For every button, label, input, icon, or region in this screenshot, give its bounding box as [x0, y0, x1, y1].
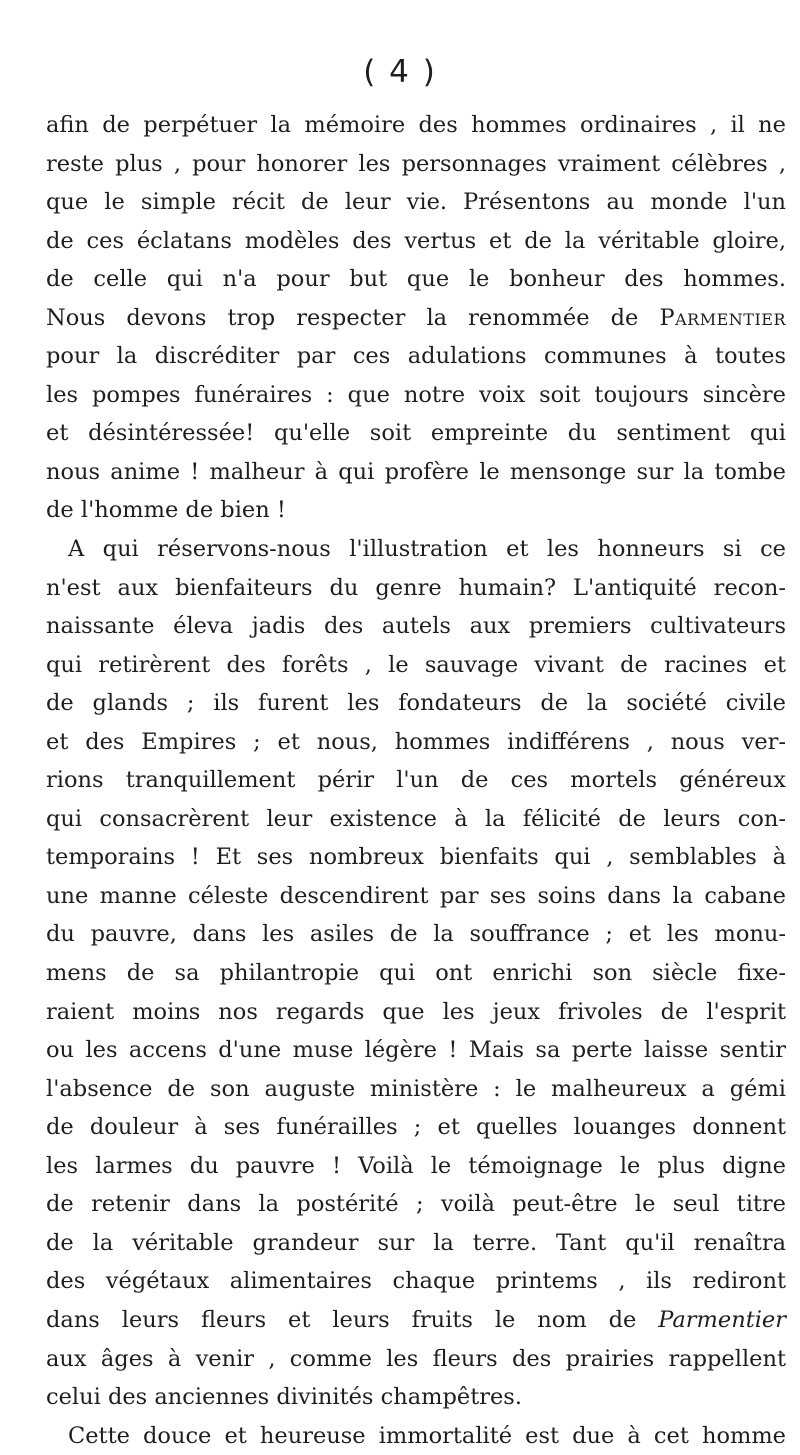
text-line: rions tranquillement périr l'un de ces mortels généreux — [46, 767, 786, 794]
text-line: qui consacrèrent leur existence à la félicité de leurs con- — [46, 805, 786, 832]
text-line: du pauvre, dans les asiles de la souffrance ; et les monu- — [46, 921, 786, 948]
text-line: mens de sa philantropie qui ont enrichi son siècle fixe- — [46, 960, 786, 987]
text-line: raient moins nos regards que les jeux frivoles de l'esprit — [46, 998, 786, 1025]
paragraph-end-line: de l'homme de bien ! — [46, 497, 286, 524]
text-line: de douleur à ses funérailles ; et quelles louanges donnent — [46, 1114, 786, 1141]
text-line: des végétaux alimentaires chaque printems , ils rediront — [46, 1268, 786, 1295]
text-line: naissante éleva jadis des autels aux premiers cultivateurs — [46, 613, 786, 640]
text-line: temporains ! Et ses nombreux bienfaits qui , semblables à — [46, 844, 786, 871]
text-line: nous anime ! malheur à qui profère le mensonge sur la tombe — [46, 458, 786, 485]
paragraph-start-line: A qui réservons-nous l'illustration et les honneurs si ce — [68, 536, 786, 563]
text-line: et désintéressée! qu'elle soit empreinte du sentiment qui — [46, 420, 786, 447]
text-line — [46, 1301, 786, 1340]
text-line: de glands ; ils furent les fondateurs de la société civile — [46, 690, 786, 717]
name-parmentier: Parmentier — [659, 304, 786, 331]
text-line: une manne céleste descendirent par ses soins dans la cabane — [46, 882, 786, 909]
text-line: et des Empires ; et nous, hommes indifférens , nous ver- — [46, 728, 786, 755]
text-line: de celle qui n'a pour but que le bonheur des hommes. — [46, 266, 786, 293]
text-line: ou les accens d'une muse légère ! Mais sa perte laisse sentir — [46, 1037, 786, 1064]
text-line: de retenir dans la postérité ; voilà peut-être le seul titre — [46, 1191, 786, 1218]
text-line: qui retirèrent des forêts , le sauvage vivant de racines et — [46, 651, 786, 678]
page-number: ( 4 ) — [363, 54, 437, 90]
text-line: de ces éclatans modèles des vertus et de la véritable gloire, — [46, 227, 786, 254]
text-line: les larmes du pauvre ! Voilà le témoignage le plus digne — [46, 1152, 786, 1179]
text-line: les pompes funéraires : que notre voix soit toujours sincère — [46, 381, 786, 408]
paragraph-start-line: Cette douce et heureuse immortalité est due à cet homme — [68, 1422, 786, 1449]
text-line: que le simple récit de leur vie. Présentons au monde l'un — [46, 189, 786, 216]
text-line: aux âges à venir , comme les fleurs des prairies rappellent — [46, 1345, 786, 1372]
text-line: reste plus , pour honorer les personnages vraiment célèbres , — [46, 150, 786, 177]
text-line: pour la discréditer par ces adulations communes à toutes — [46, 343, 786, 370]
text-line: n'est aux bienfaiteurs du genre humain? L'antiquité recon- — [46, 574, 786, 601]
text-line: de la véritable grandeur sur la terre. Tant qu'il renaîtra — [46, 1229, 786, 1256]
text-segment: Nous devons trop respecter la renommée de — [46, 304, 660, 331]
body-text — [46, 106, 786, 1455]
text-line: l'absence de son auguste ministère : le malheureux a gémi — [46, 1075, 786, 1102]
text-line: afin de perpétuer la mémoire des hommes ordinaires , il ne — [46, 112, 786, 138]
text-segment: dans leurs fleurs et leurs fruits le nom de — [46, 1306, 659, 1333]
name-parmentier: Parmentier — [658, 1306, 786, 1333]
paragraph-end-line: celui des anciennes divinités champêtres. — [46, 1384, 523, 1411]
text-line — [46, 299, 786, 338]
